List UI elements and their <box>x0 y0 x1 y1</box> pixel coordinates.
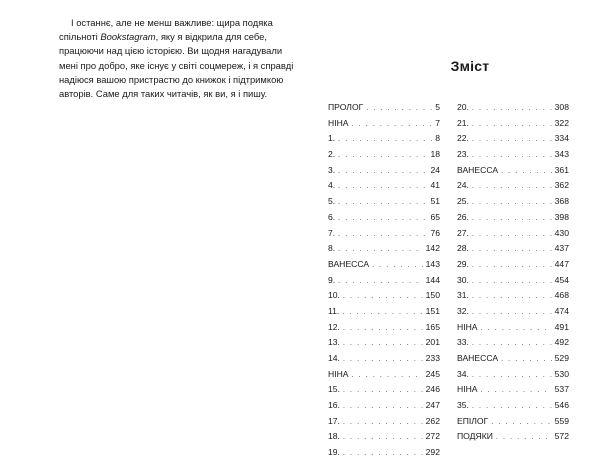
toc-entry-page: 150 <box>425 290 440 301</box>
leader-dots <box>343 289 423 305</box>
leader-dots <box>343 336 423 352</box>
toc-column-1 <box>328 100 440 461</box>
toc-entry-page: 537 <box>554 384 569 395</box>
leader-dots <box>352 368 423 384</box>
toc-entry-page: 5 <box>435 102 440 112</box>
leader-dots <box>343 321 423 337</box>
leader-dots <box>472 305 552 321</box>
toc-entry-page: 65 <box>430 211 440 222</box>
leader-dots <box>372 258 423 274</box>
leader-dots <box>491 415 551 431</box>
toc-entry-label: 35. <box>457 400 469 411</box>
leader-dots <box>472 195 552 211</box>
toc-entry <box>457 147 569 163</box>
toc-entry-page: 362 <box>554 180 569 191</box>
acknowledgement-part-1: І останнє, але не менш важливе: щира подяка спільноті <box>59 17 273 43</box>
toc-entry <box>457 163 569 179</box>
toc-entry-page: 437 <box>554 243 569 254</box>
toc-entry-label: 10. <box>328 290 340 301</box>
acknowledgement-part-2: , яку я відкрила для себе, працюючи над цією історією. Ви щодня нагадували мені про добро, яке існує у світі соцмереж, і я справді надіюся вашою пристрастю до книжок і підтримкою авторів. Саме для таких читачів, як ви, я і пишу. <box>59 31 294 100</box>
toc-entry-page: 233 <box>425 353 440 363</box>
toc-entry <box>457 178 569 194</box>
leader-dots <box>481 321 552 337</box>
toc-entry-label: 2. <box>328 149 336 160</box>
leader-dots <box>366 101 432 117</box>
toc-entry-page: 292 <box>425 447 440 458</box>
toc-entry-label: 34. <box>457 368 469 379</box>
toc-entry-label: 6. <box>328 211 336 222</box>
toc-entry-page: 165 <box>425 321 440 332</box>
toc-title: Зміст <box>450 58 490 74</box>
toc-entry-page: 7 <box>435 117 440 128</box>
toc-entry-label: 24. <box>457 180 469 191</box>
toc-entry-label: НІНА <box>328 368 349 379</box>
leader-dots <box>338 164 427 180</box>
toc-entry <box>457 273 569 289</box>
leader-dots <box>472 132 552 148</box>
toc-entry <box>328 367 440 383</box>
toc-entry-page: 76 <box>430 227 440 238</box>
toc-entry-label: 1. <box>328 133 336 144</box>
toc-entry <box>328 194 440 210</box>
toc-entry-page: 368 <box>554 196 569 207</box>
toc-entry <box>457 226 569 242</box>
left-page <box>0 0 300 449</box>
leader-dots <box>338 227 427 243</box>
toc-entry <box>457 414 569 430</box>
toc-entry <box>457 100 569 116</box>
toc-entry-page: 529 <box>554 353 569 363</box>
toc-entry <box>328 429 440 445</box>
acknowledgement-paragraph <box>59 16 303 101</box>
toc-entry-page: 491 <box>554 321 569 332</box>
toc-entry-label: 22. <box>457 133 469 144</box>
toc-entry-page: 559 <box>554 415 569 426</box>
bookstagram-term: Bookstagram <box>100 31 156 43</box>
toc-entry-page: 151 <box>425 305 440 316</box>
leader-dots <box>343 446 423 462</box>
toc-entry <box>328 147 440 163</box>
toc-entry <box>457 351 569 367</box>
toc-entry <box>457 194 569 210</box>
leader-dots <box>496 430 552 446</box>
leader-dots <box>472 117 552 133</box>
toc-entry-label: ПОДЯКИ <box>457 431 493 442</box>
toc-entry-label: ВАНЕССА <box>328 258 370 269</box>
toc-entry-label: 16. <box>328 400 340 411</box>
toc-entry-page: 308 <box>554 102 569 112</box>
toc-entry-label: 18. <box>328 431 340 442</box>
toc-entry <box>457 210 569 226</box>
toc-entry <box>457 367 569 383</box>
toc-entry <box>328 257 440 273</box>
leader-dots <box>343 430 423 446</box>
leader-dots <box>472 148 552 164</box>
toc-entry-page: 41 <box>430 180 440 191</box>
leader-dots <box>338 132 432 148</box>
toc-column-2 <box>457 100 569 445</box>
leader-dots <box>342 305 422 321</box>
toc-entry-page: 201 <box>425 337 440 348</box>
leader-dots <box>352 117 433 133</box>
toc-entry <box>328 288 440 304</box>
toc-entry <box>457 257 569 273</box>
toc-entry-label: 21. <box>457 117 469 128</box>
toc-entry <box>328 414 440 430</box>
toc-entry-page: 430 <box>554 227 569 238</box>
toc-entry <box>457 382 569 398</box>
toc-entry-label: 13. <box>328 337 340 348</box>
leader-dots <box>472 274 552 290</box>
toc-entry-page: 144 <box>425 274 440 285</box>
toc-entry <box>328 210 440 226</box>
leader-dots <box>338 274 422 290</box>
toc-entry-label: 23. <box>457 149 469 160</box>
toc-entry-label: 4. <box>328 180 336 191</box>
toc-entry <box>457 288 569 304</box>
toc-entry-label: 17. <box>328 415 340 426</box>
leader-dots <box>472 336 552 352</box>
toc-entry-page: 262 <box>425 415 440 426</box>
toc-entry-label: НІНА <box>328 117 349 128</box>
toc-entry <box>457 398 569 414</box>
acknowledgement-text <box>59 16 303 101</box>
toc-entry-label: 3. <box>328 164 336 175</box>
leader-dots <box>501 164 552 180</box>
toc-entry-label: 28. <box>457 243 469 254</box>
toc-entry-label: 20. <box>457 102 469 112</box>
toc-entry-label: 32. <box>457 305 469 316</box>
toc-entry-page: 361 <box>554 164 569 175</box>
toc-entry <box>328 241 440 257</box>
toc-entry-page: 454 <box>554 274 569 285</box>
leader-dots <box>472 258 552 274</box>
leader-dots <box>338 148 427 164</box>
leader-dots <box>472 101 552 117</box>
toc-entry-page: 245 <box>425 368 440 379</box>
toc-entry-label: 7. <box>328 227 336 238</box>
toc-entry-label: 27. <box>457 227 469 238</box>
toc-entry <box>328 382 440 398</box>
toc-entry <box>328 226 440 242</box>
toc-entry-label: 33. <box>457 337 469 348</box>
toc-entry <box>457 320 569 336</box>
toc-entry <box>457 131 569 147</box>
leader-dots <box>338 211 427 227</box>
toc-entry-label: 29. <box>457 258 469 269</box>
leader-dots <box>472 211 552 227</box>
leader-dots <box>472 179 552 195</box>
toc-entry-label: 25. <box>457 196 469 207</box>
toc-entry-label: 11. <box>328 305 340 316</box>
toc-entry-label: 14. <box>328 353 340 363</box>
toc-entry-label: 9. <box>328 274 336 285</box>
toc-entry-page: 322 <box>554 117 569 128</box>
leader-dots <box>343 399 423 415</box>
leader-dots <box>472 289 552 305</box>
toc-entry-label: 30. <box>457 274 469 285</box>
toc-entry-page: 18 <box>430 149 440 160</box>
toc-entry-label: ВАНЕССА <box>457 353 499 363</box>
toc-entry <box>328 351 440 367</box>
toc-entry-page: 8 <box>435 133 440 144</box>
toc-entry <box>457 116 569 132</box>
toc-entry-page: 530 <box>554 368 569 379</box>
toc-entry <box>457 335 569 351</box>
toc-entry-page: 398 <box>554 211 569 222</box>
toc-entry-page: 143 <box>425 258 440 269</box>
toc-entry-page: 492 <box>554 337 569 348</box>
toc-entry <box>457 241 569 257</box>
leader-dots <box>472 368 552 384</box>
toc-entry-page: 334 <box>554 133 569 144</box>
toc-entry <box>328 445 440 461</box>
leader-dots <box>338 179 427 195</box>
toc-entry <box>328 304 440 320</box>
toc-entry-page: 572 <box>554 431 569 442</box>
toc-entry-label: ВАНЕССА <box>457 164 499 175</box>
toc-entry-label: 8. <box>328 243 336 254</box>
toc-entry-label: 15. <box>328 384 340 395</box>
leader-dots <box>343 383 423 399</box>
toc-entry-label: НІНА <box>457 321 478 332</box>
toc-entry-label: ПРОЛОГ <box>328 102 364 112</box>
leader-dots <box>338 242 422 258</box>
leader-dots <box>472 399 552 415</box>
leader-dots <box>472 227 552 243</box>
toc-entry-label: 5. <box>328 196 336 207</box>
toc-entry-label: ЕПІЛОГ <box>457 415 489 426</box>
leader-dots <box>501 352 552 368</box>
right-page <box>300 0 600 458</box>
toc-entry <box>457 429 569 445</box>
toc-entry-page: 546 <box>554 400 569 411</box>
toc-entry <box>328 178 440 194</box>
toc-entry <box>328 335 440 351</box>
toc-entry-page: 24 <box>430 164 440 175</box>
toc-entry-label: 12. <box>328 321 340 332</box>
toc-entry <box>328 398 440 414</box>
toc-entry <box>328 100 440 116</box>
toc-entry-label: 31. <box>457 290 469 301</box>
toc-entry <box>328 273 440 289</box>
leader-dots <box>338 195 427 211</box>
toc-entry-page: 343 <box>554 149 569 160</box>
toc-entry-page: 51 <box>430 196 440 207</box>
toc-entry-label: НІНА <box>457 384 478 395</box>
toc-entry-label: 19. <box>328 447 340 458</box>
toc-entry-page: 272 <box>425 431 440 442</box>
toc-entry-page: 246 <box>425 384 440 395</box>
toc-entry <box>328 116 440 132</box>
toc-entry <box>457 304 569 320</box>
toc-entry-page: 247 <box>425 400 440 411</box>
toc-entry-page: 468 <box>554 290 569 301</box>
toc-entry <box>328 131 440 147</box>
leader-dots <box>481 383 552 399</box>
toc-entry-page: 474 <box>554 305 569 316</box>
leader-dots <box>472 242 552 258</box>
toc-entry <box>328 163 440 179</box>
leader-dots <box>343 352 423 368</box>
toc-entry-page: 142 <box>425 243 440 254</box>
toc-entry-page: 447 <box>554 258 569 269</box>
toc-entry <box>328 320 440 336</box>
leader-dots <box>343 415 423 431</box>
toc-entry-label: 26. <box>457 211 469 222</box>
